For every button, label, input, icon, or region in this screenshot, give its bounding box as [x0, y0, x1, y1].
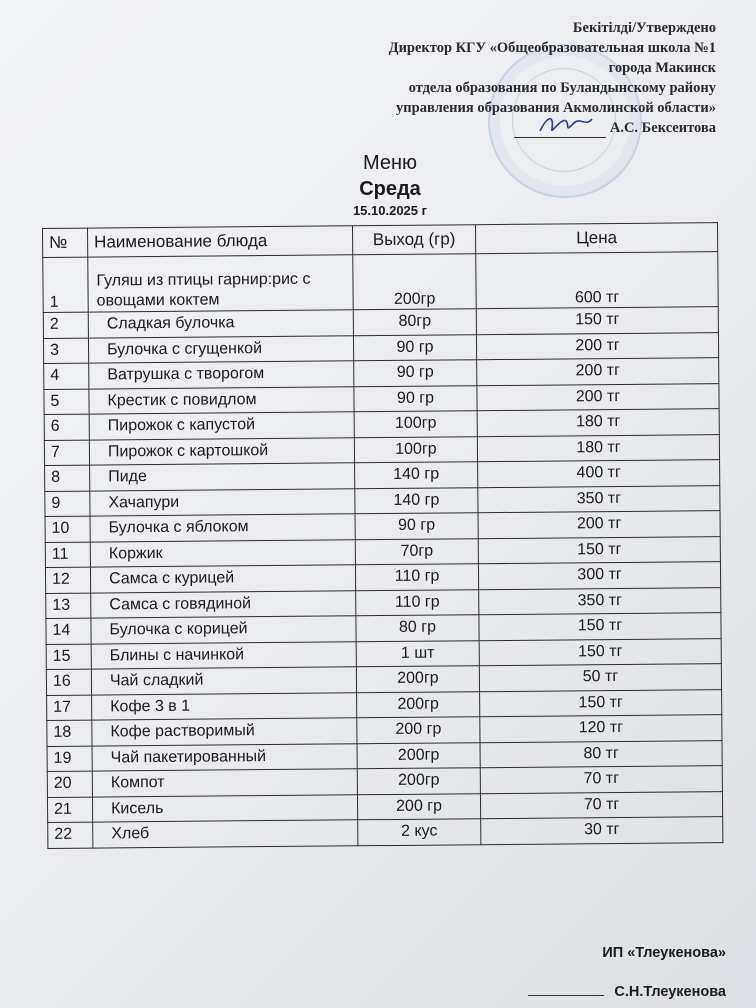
row-dish-name: Крестик с повидлом	[89, 386, 354, 414]
row-number: 7	[44, 440, 89, 466]
row-dish-name: Кофе 3 в 1	[92, 692, 357, 720]
row-portion: 90 гр	[354, 385, 477, 412]
row-price: 120 тг	[480, 715, 722, 743]
approval-signer: А.С. Бексеитова	[609, 120, 716, 136]
row-number: 14	[46, 618, 91, 644]
row-price: 180 тг	[477, 409, 719, 437]
footer-signature-line	[528, 983, 604, 996]
footer-company: ИП «Тлеукенова»	[602, 945, 726, 961]
row-number: 3	[43, 338, 88, 364]
row-dish-name: Пиде	[90, 463, 355, 491]
row-price: 200 тг	[476, 332, 718, 360]
row-dish-name: Кофе растворимый	[92, 718, 357, 746]
footer-signature	[528, 983, 726, 1000]
menu-date: 15.10.2025 г	[352, 203, 428, 218]
row-portion: 200 гр	[357, 717, 480, 744]
row-price: 150 тг	[476, 307, 718, 335]
row-price: 350 тг	[478, 485, 720, 513]
row-number: 6	[44, 414, 89, 440]
row-portion: 90 гр	[355, 513, 478, 540]
row-price: 80 тг	[480, 740, 722, 768]
row-dish-name: Самса с говядиной	[91, 590, 356, 618]
row-price: 30 тг	[481, 817, 723, 845]
row-dish-name: Гуляш из птицы гарнир:рис с овощами коктем	[88, 255, 353, 312]
row-number: 11	[45, 542, 90, 568]
menu-table-body	[43, 252, 723, 848]
row-price: 50 тг	[479, 664, 721, 692]
approval-line-1: Бекітілді/Утверждено	[572, 20, 716, 36]
menu-day: Среда	[359, 178, 421, 200]
row-portion: 200гр	[357, 691, 480, 718]
row-dish-name: Пирожок с картошкой	[89, 437, 354, 465]
approval-line-4: отдела образования по Буландынскому району	[408, 80, 716, 96]
row-portion: 90 гр	[354, 360, 477, 387]
menu-table	[42, 222, 723, 848]
row-price: 150 тг	[479, 638, 721, 666]
row-number: 18	[47, 720, 92, 746]
row-portion: 2 кус	[358, 819, 481, 846]
row-portion: 80гр	[353, 309, 476, 336]
row-portion: 200гр	[356, 666, 479, 693]
signature-icon	[536, 111, 596, 137]
row-dish-name: Коржик	[90, 539, 355, 567]
row-number: 22	[48, 822, 93, 848]
row-portion: 140 гр	[355, 462, 478, 489]
row-number: 15	[46, 644, 91, 670]
row-dish-name: Ватрушка с творогом	[89, 361, 354, 389]
row-price: 150 тг	[480, 689, 722, 717]
menu-heading	[300, 150, 480, 220]
row-portion: 200гр	[353, 254, 476, 310]
row-portion: 70гр	[355, 538, 478, 565]
row-portion: 110 гр	[355, 564, 478, 591]
row-dish-name: Хлеб	[93, 820, 358, 848]
row-number: 12	[45, 567, 90, 593]
row-number: 5	[44, 389, 89, 415]
row-price: 200 тг	[477, 358, 719, 386]
menu-title: Меню	[362, 152, 418, 174]
row-dish-name: Пирожок с капустой	[89, 412, 354, 440]
approval-block	[296, 18, 716, 138]
row-dish-name: Булочка с сгущенкой	[88, 335, 353, 363]
row-dish-name: Чай пакетированный	[92, 743, 357, 771]
row-price: 400 тг	[478, 460, 720, 488]
row-number: 9	[45, 491, 90, 517]
row-dish-name: Хачапури	[90, 488, 355, 516]
row-portion: 200гр	[357, 742, 480, 769]
row-dish-name: Блины с начинкой	[91, 641, 356, 669]
approval-line-5: управления образования Акмолинской области»	[396, 100, 716, 116]
row-number: 13	[46, 593, 91, 619]
row-number: 4	[44, 363, 89, 389]
table-row	[43, 252, 718, 313]
signature-line	[514, 123, 606, 138]
row-number: 1	[43, 257, 88, 312]
row-price: 350 тг	[479, 587, 721, 615]
row-portion: 100гр	[354, 411, 477, 438]
row-portion: 200гр	[357, 768, 480, 795]
row-portion: 1 шт	[356, 640, 479, 667]
row-price: 200 тг	[478, 511, 720, 539]
row-dish-name: Кисель	[92, 794, 357, 822]
row-number: 20	[47, 771, 92, 797]
row-price: 70 тг	[480, 791, 722, 819]
row-number: 8	[45, 465, 90, 491]
row-price: 150 тг	[478, 536, 720, 564]
approval-line-2: Директор КГУ «Общеобразовательная школа №1	[388, 40, 716, 56]
row-number: 2	[43, 312, 88, 338]
header-price: Цена	[475, 223, 717, 254]
table-row	[48, 817, 723, 848]
approval-line-3: города Макинск	[608, 60, 716, 76]
footer-signer: С.Н.Тлеукенова	[614, 984, 726, 1000]
row-price: 70 тг	[480, 766, 722, 794]
row-number: 21	[47, 797, 92, 823]
row-portion: 110 гр	[356, 589, 479, 616]
row-portion: 140 гр	[355, 487, 478, 514]
header-dish-name: Наименование блюда	[88, 226, 353, 257]
row-portion: 80 гр	[356, 615, 479, 642]
row-price: 300 тг	[478, 562, 720, 590]
row-number: 10	[45, 516, 90, 542]
row-dish-name: Самса с курицей	[90, 565, 355, 593]
header-number: №	[43, 228, 88, 257]
row-price: 180 тг	[477, 434, 719, 462]
row-dish-name: Булочка с яблоком	[90, 514, 355, 542]
row-price: 600 тг	[476, 252, 718, 309]
row-price: 200 тг	[477, 383, 719, 411]
header-portion: Выход (гр)	[352, 225, 475, 255]
row-portion: 100гр	[354, 436, 477, 463]
row-number: 17	[47, 695, 92, 721]
row-dish-name: Сладкая булочка	[88, 310, 353, 338]
row-number: 19	[47, 746, 92, 772]
row-price: 150 тг	[479, 613, 721, 641]
row-dish-name: Компот	[92, 769, 357, 797]
row-dish-name: Булочка с корицей	[91, 616, 356, 644]
row-portion: 200 гр	[357, 793, 480, 820]
row-number: 16	[46, 669, 91, 695]
row-portion: 90 гр	[353, 334, 476, 361]
row-dish-name: Чай сладкий	[91, 667, 356, 695]
